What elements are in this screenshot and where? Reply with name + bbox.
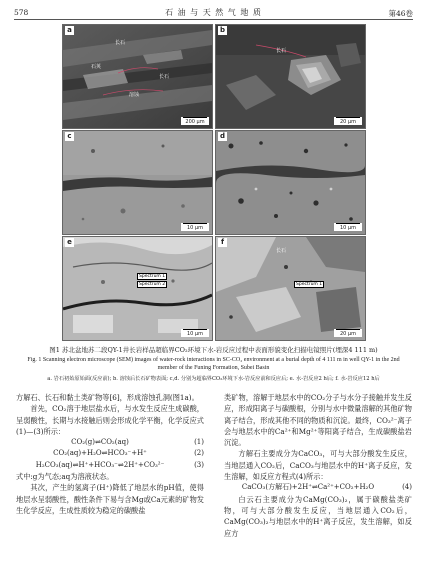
scale-bar: 200 μm xyxy=(181,117,209,126)
sem-panel-f xyxy=(215,236,366,341)
mineral-label: 长石 xyxy=(115,40,126,46)
figure-caption-en: Fig. 1 Scanning electron microscope (SEM) images of water-rock interactions in SC-CO₂ environment at a burial depth of 4 111 m in well QY-1 in the 2nd member of the Funing Formation, Subei Basin xyxy=(27,357,400,371)
scale-bar: 20 μm xyxy=(334,329,362,338)
sem-panel-a xyxy=(62,24,213,129)
spectrum-label: Spectrum 1 xyxy=(296,282,323,287)
panel-label: a xyxy=(65,26,74,35)
panel-label: b xyxy=(219,26,225,34)
sem-panel-c xyxy=(62,130,213,235)
spectrum-label: Spectrum 1 xyxy=(139,274,166,279)
figure-caption-detail: a. 岩石初始原始面(反应前); b. 溶蚀后长石矿物表面; c,d. 分别为超临界CO₂环境下水-岩反应前和反应后; e. 水-岩反应2 h后; f. 水-岩反应12 h后 xyxy=(47,376,380,382)
mineral-label: 石英 xyxy=(91,64,102,70)
spectrum-label: Spectrum 2 xyxy=(139,282,166,287)
sem-figure xyxy=(62,24,364,340)
dissolution-label: 溶蚀 xyxy=(129,92,140,98)
header-rule xyxy=(14,19,413,20)
page-header xyxy=(14,6,413,20)
scale-bar: 10 μm xyxy=(181,329,209,338)
mineral-label: 长石 xyxy=(276,248,287,254)
panel-label: f xyxy=(218,238,227,247)
paragraph: 方解石、长石和黏土类矿物等[6]，形成溶蚀孔洞(图1a)。 xyxy=(16,393,199,402)
figure-caption-cn: 图1 苏北盆地苏二段QY-1井长岩样品超临界CO₂环境下水-岩反应过程中表面形貌变化扫描电镜照片(埋深4 111 m) xyxy=(49,346,378,354)
paragraph: 其次，产生的氢离子(H⁺)降低了地层水的pH值，使得地层水呈弱酸性，酸性条件下易与含Mg或Ca元素的矿物发生化学反应，生成性质较为稳定的碳酸盐 xyxy=(16,483,204,515)
equation-4: CaCO₃(方解石)+2H⁺⇌Ca²⁺+CO₂+H₂O (4) xyxy=(241,483,412,492)
panel-label: d xyxy=(219,132,225,140)
left-text-column xyxy=(16,392,204,516)
scale-bar: 10 μm xyxy=(181,223,209,232)
mineral-label: 长石 xyxy=(159,74,170,80)
volume-number: 第46卷 xyxy=(388,9,413,18)
mineral-label: 长石 xyxy=(276,48,287,54)
equation-1: CO₂(g)⇌CO₂(aq) (1) xyxy=(71,438,204,447)
sem-panel-d xyxy=(215,130,366,235)
scale-bar: 20 μm xyxy=(334,117,362,126)
journal-title: 石 油 与 天 然 气 地 质 xyxy=(165,8,262,17)
sem-panel-e xyxy=(62,236,213,341)
paragraph: 式中:g为气态;aq为溶液状态。 xyxy=(16,472,114,482)
paragraph: 首先，CO₂溶于地层盐水后，与水发生反应生成碳酸，呈弱酸性，长期与水接触后则会形成化学平衡，化学反应式(1)—(3)所示： xyxy=(16,404,204,436)
paragraph: 类矿物，溶解于地层水中的CO₂分子与水分子接触并发生反应，形成阳离子与碳酸根，分别与水中微量溶解的其他矿物离子结合，形成其他不同的物质和沉淀。最终，CO₃²⁻离子会与地层水中的Ca²⁺和Mg²⁺等阳离子结合，生成碳酸盐岩沉淀。 xyxy=(224,393,412,448)
right-text-column xyxy=(224,392,412,539)
paragraph: 方解石主要成分为CaCO₃，可与大部分酸发生反应，当地层通入CO₂后，CaCO₃与地层水中的H⁺离子反应，发生溶解，如反应方程式(4)所示： xyxy=(224,449,412,482)
scale-bar: 10 μm xyxy=(334,223,362,232)
paragraph: 白云石主要成分为CaMg(CO₃)₂，属于碳酸盐类矿物，可与大部分酸发生反应，当地层通入CO₂后，CaMg(CO₃)₂与地层水中的H⁺离子反应，发生溶解，如反应方 xyxy=(224,494,412,538)
panel-label: c xyxy=(65,132,74,141)
equation-2: CO₂(aq)+H₂O⇌HCO₃⁻+H⁺ (2) xyxy=(53,449,204,458)
page-number: 578 xyxy=(14,8,29,17)
panel-label: e xyxy=(65,238,74,247)
sem-panel-b xyxy=(215,24,366,129)
equation-3: H₂CO₃(aq)⇌H⁺+HCO₃⁻⇌2H⁺+CO₃²⁻ (3) xyxy=(35,460,204,469)
